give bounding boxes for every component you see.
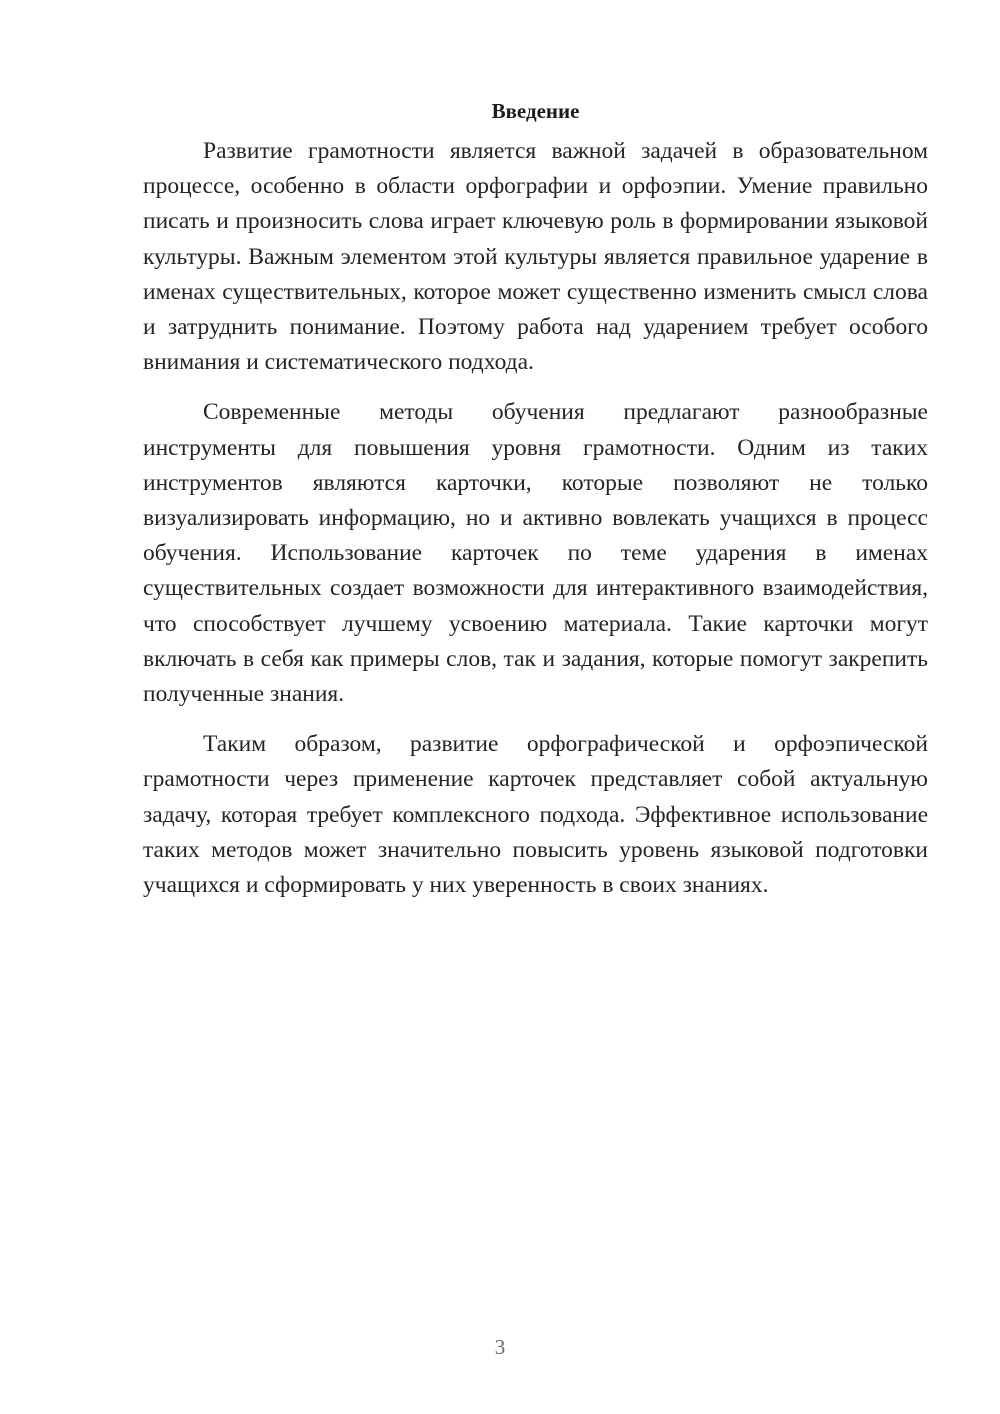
page-title: Введение (491, 99, 580, 123)
paragraph-methods: Современные методы обучения предлагают разнообразные инструменты для повышения уровня грамотности. Одним из таких инструментов являются карточки, которые позволяют не только визуализировать информацию, но и активно вовлекать учащихся в процесс обучения. Использование карточек по теме ударения в именах существительных создает возможности для интерактивного взаимодействия, что способствует лучшему усвоению материала. Такие карточки могут включать в себя как примеры слов, так и задания, которые помогут закрепить полученные знания. (143, 399, 928, 708)
paragraph-conclusion: Таким образом, развитие орфографической и орфоэпической грамотности через применение карточек представляет собой актуальную задачу, которая требует комплексного подхода. Эффективное использование таких методов может значительно повысить уровень языковой подготовки учащихся и сформировать у них уверенность в своих знаниях. (143, 731, 928, 899)
page-number: 3 (494, 1335, 506, 1359)
page-content (143, 94, 928, 918)
paragraph-intro: Развитие грамотности является важной задачей в образовательном процессе, особенно в области орфографии и орфоэпии. Умение правильно писать и произносить слова играет ключевую роль в формировании языковой культуры. Важным элементом этой культуры является правильное ударение в именах существительных, которое может существенно изменить смысл слова и затруднить понимание. Поэтому работа над ударением требует особого внимания и систематического подхода. (143, 138, 928, 376)
